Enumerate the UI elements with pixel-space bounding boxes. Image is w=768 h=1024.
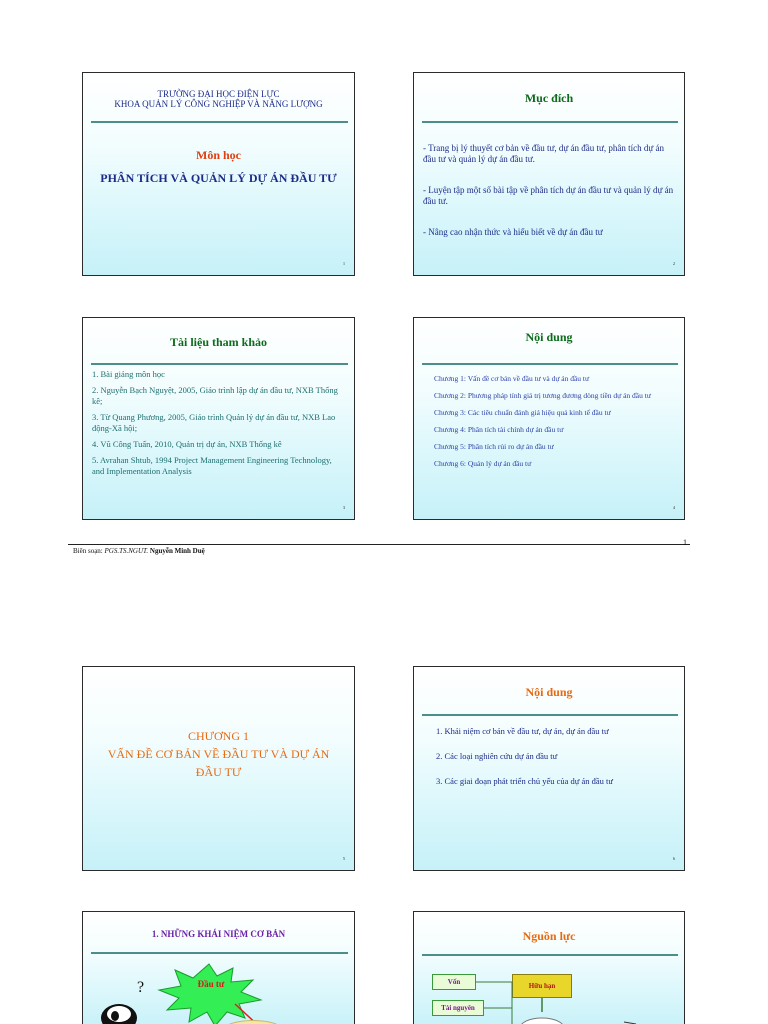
slide-2-purpose	[413, 72, 685, 276]
chapter-title-line2: ĐẦU TƯ	[195, 765, 242, 779]
slide-8-resources	[413, 911, 685, 1024]
limited-box: Hữu hạn	[512, 974, 572, 998]
slide-title: Nội dung	[525, 685, 573, 699]
thinking-person-icon	[91, 976, 151, 1024]
list-item: 2. Nguyễn Bạch Nguyệt, 2005, Giáo trình lập dự án đầu tư, NXB Thống kê;	[92, 385, 338, 406]
list-item: 1. Khái niệm cơ bản về đầu tư, dự án, dự án đầu tư	[436, 726, 609, 736]
footer-divider	[68, 544, 690, 545]
list-item: 1. Bài giảng môn học	[92, 369, 165, 379]
list-item: Chương 1: Vấn đề cơ bản về đầu tư và dự án đầu tư	[434, 374, 590, 383]
slide-title: Nguồn lực	[522, 929, 576, 943]
slide-number: 3	[343, 505, 345, 510]
chapter-title-line1: VẤN ĐỀ CƠ BẢN VỀ ĐẦU TƯ VÀ DỰ ÁN	[107, 747, 330, 761]
slide-number: 5	[343, 856, 345, 861]
list-item: 4. Vũ Công Tuấn, 2010, Quản trị dự án, NXB Thống kê	[92, 439, 282, 449]
slide-3-references	[82, 317, 355, 520]
slide-7-concepts	[82, 911, 355, 1024]
list-item: Chương 6: Quản lý dự án đầu tư	[434, 459, 532, 468]
slide-number: 2	[673, 261, 675, 266]
chapter-list	[434, 374, 674, 478]
divider	[91, 363, 348, 365]
connector-lines	[414, 912, 685, 1024]
slide-title: Tài liệu tham khảo	[169, 335, 268, 349]
purpose-list	[423, 143, 674, 247]
slide-number: 4	[673, 505, 675, 510]
slide-1-title	[82, 72, 355, 276]
divider	[91, 121, 348, 123]
list-item: Chương 4: Phân tích tài chính dự án đầu tư	[434, 425, 564, 434]
slide-title: Nội dung	[525, 330, 573, 344]
svg-text:?: ?	[137, 979, 145, 996]
list-item: 5. Avrahan Shtub, 1994 Project Management Engineering Technology, and Implementation Analysis	[92, 455, 332, 476]
slide-number: 6	[673, 856, 675, 861]
university-name: TRƯỜNG ĐẠI HỌC ĐIỆN LỰC	[157, 89, 280, 99]
divider	[91, 952, 348, 954]
author-name: Nguyễn Minh Duệ	[149, 547, 205, 555]
slide-6-contents	[413, 666, 685, 871]
slide-5-chapter	[82, 666, 355, 871]
slide-number: 1	[343, 261, 345, 266]
divider	[422, 714, 678, 716]
footer-author	[73, 547, 205, 555]
list-item: Chương 3: Các tiêu chuẩn đánh giá hiệu quả kinh tế đầu tư	[434, 408, 611, 417]
list-item: Chương 5: Phân tích rủi ro dự án đầu tư	[434, 442, 554, 451]
list-item: - Luyện tập một số bài tập về phân tích dự án đầu tư và quản lý dự án đầu tư.	[423, 185, 674, 206]
footer-label: Biên soạn:	[73, 547, 103, 555]
slide-title: Mục đích	[524, 91, 574, 105]
starburst-icon	[149, 960, 269, 1024]
capital-box: Vốn	[432, 974, 476, 990]
subject-label: Môn học	[196, 148, 241, 162]
list-item: Chương 2: Phương pháp tính giá trị tương đương dòng tiền dự án đầu tư	[434, 391, 651, 400]
author-title: PGS.TS.NGUT.	[104, 547, 149, 555]
divider	[422, 121, 678, 123]
reference-list	[92, 369, 344, 486]
page-number: 1	[683, 538, 687, 547]
natural-resources-box: Tài nguyên	[432, 1000, 484, 1016]
list-item: 3. Từ Quang Phương, 2005, Giáo trình Quản lý dự án đầu tư, NXB Lao động-Xã hội;	[92, 412, 336, 433]
contents-list	[436, 726, 674, 796]
chapter-number: CHƯƠNG 1	[188, 729, 249, 743]
subject-title: PHÂN TÍCH VÀ QUẢN LÝ DỰ ÁN ĐẦU TƯ	[100, 171, 337, 185]
divider	[422, 363, 678, 365]
burst-label: Đầu tư	[197, 979, 225, 989]
faculty-name: KHOA QUẢN LÝ CÔNG NGHIỆP VÀ NĂNG LƯỢNG	[114, 99, 323, 109]
list-item: 2. Các loại nghiên cứu dự án đầu tư	[436, 751, 558, 761]
slide-4-contents	[413, 317, 685, 520]
list-item: 3. Các giai đoạn phát triển chủ yếu của dự án đầu tư	[436, 776, 614, 786]
list-item: - Nâng cao nhận thức và hiểu biết về dự án đầu tư	[423, 227, 603, 237]
slide-title: 1. NHỮNG KHÁI NIỆM CƠ BẢN	[151, 929, 286, 939]
list-item: - Trang bị lý thuyết cơ bản về đầu tư, dự án đầu tư, phân tích dự án đầu tư và quản lý dự án đầu tư.	[423, 143, 664, 164]
